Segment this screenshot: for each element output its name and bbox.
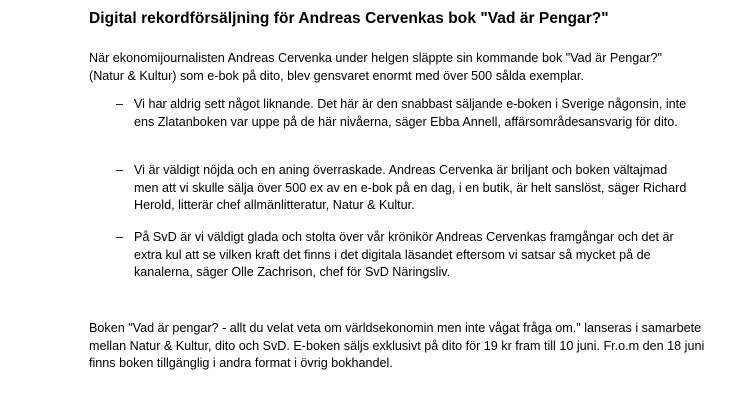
quote-item [89, 162, 689, 215]
intro-paragraph: När ekonomijournalisten Andreas Cervenka under helgen släppte sin kommande bok "Vad är Pengar?" (Natur & Kultur) som e-bok på dito, blev gensvaret enormt med över 500 sålda exemplar. [89, 51, 662, 83]
quote-item [89, 229, 689, 282]
closing-paragraph: Boken "Vad är pengar? - allt du velat veta om världsekonomin men inte vågat fråga om." lanseras i samarbete mellan Natur & Kultur, dito och SvD. E-boken säljs exklusivt på dito för 19 kr fram till 10 juni. Fr.o.m den 18 juni finns boken tillgänglig i andra format i övrig bokhandel. [89, 321, 705, 370]
document-title: Digital rekordförsäljning för Andreas Cervenkas bok "Vad är Pengar?" [89, 10, 609, 27]
dash-bullet: – [116, 163, 124, 177]
quote-text: På SvD är vi väldigt glada och stolta över vår krönikör Andreas Cervenkas framgångar och det är extra kul att se vilken kraft det finns i det digitala läsandet eftersom vi satsar så mycket på de kanalerna, säger Olle Zachrison, chef för SvD Näringsliv. [134, 230, 674, 279]
dash-bullet: – [116, 230, 124, 244]
quote-text: Vi har aldrig sett något liknande. Det här är den snabbast säljande e-boken i Sverige någonsin, inte ens Zlatanboken var uppe på de här nivåerna, säger Ebba Annell, affärsområdesansvarig för dito. [134, 97, 687, 129]
quote-item [89, 96, 689, 131]
dash-bullet: – [116, 97, 124, 111]
quote-text: Vi är väldigt nöjda och en aning överraskade. Andreas Cervenka är briljant och boken vältajmad men att vi skulle sälja över 500 ex av en e-bok på en dag, i en butik, är helt sanslöst, säger Richard Herold, litterär chef allmänlitteratur, Natur & Kultur. [134, 163, 687, 212]
